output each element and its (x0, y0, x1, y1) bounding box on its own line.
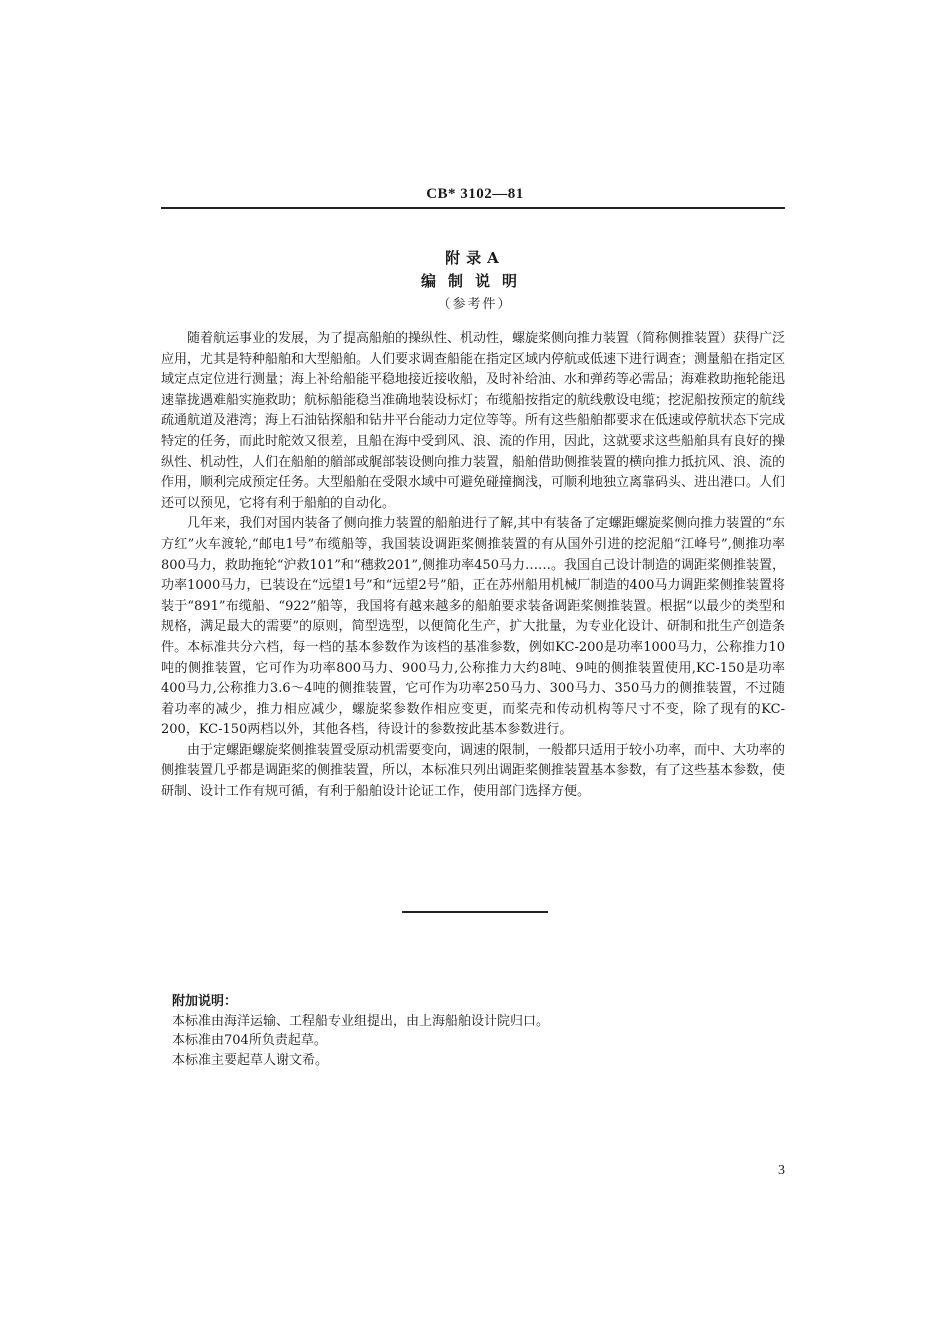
appendix-subtitle: （参考件） (437, 297, 513, 312)
paragraph: 由于定螺距螺旋桨侧推装置受原动机需要变向，调速的限制，一般都只适用于较小功率，而中、大功率的侧推装置几乎都是调距桨的侧推装置，所以，本标准只列出调距桨侧推装置基本参数，有了这些基本参数，使研制、设计工作有规可循，有利于船舶设计论证工作，使用部门选择方便。 (161, 742, 786, 800)
additional-notes (172, 992, 772, 1070)
page-number: 3 (778, 1163, 785, 1178)
appendix-label: 附录A (445, 249, 505, 267)
body-text (161, 329, 785, 803)
paragraph: 随着航运事业的发展，为了提高船舶的操纵性、机动性，螺旋桨侧向推力装置（简称侧推装置）获得广泛应用，尤其是特种船舶和大型船舶。人们要求调查船能在指定区域内停航或低速下进行调查；测量船在指定区域定点定位进行测量；海上补给船能平稳地接近接收船，及时补给油、水和弹药等必需品；海难救助拖轮能迅速靠拢遇难船实施救助；航标船能稳当准确地装设标灯；布缆船按指定的航线敷设电缆；挖泥船按预定的航线疏通航道及港湾；海上石油钻探船和钻井平台能动力定位等等。所有这些船舶都要求在低速或停航状态下完成特定的任务，而此时舵效又很差，且船在海中受到风、浪、流的作用，因此，这就要求这些船舶具有良好的操纵性、机动性，人们在船舶的艏部或艉部装设侧向推力装置，船舶借助侧推装置的横向推力抵抗风、浪、流的作用，顺利完成预定任务。大型船舶在受限水域中可避免碰撞搁浅，可顺利地独立离靠码头、进出港口。人们还可以预见，它将有利于船舶的自动化。 (161, 331, 786, 511)
notes-line: 本标准由海洋运输、工程船专业组提出，由上海船舶设计院归口。 (172, 1013, 550, 1029)
standard-code: CB* 3102—81 (426, 186, 524, 202)
end-divider (402, 911, 548, 913)
notes-title: 附加说明： (172, 994, 238, 1009)
notes-line: 本标准主要起草人谢文希。 (172, 1052, 329, 1068)
paragraph: 几年来，我们对国内装备了侧向推力装置的船舶进行了解,其中有装备了定螺距螺旋桨侧向推力装置的“东方红”火车渡轮,“邮电1号”布缆船等，我国装设调距桨侧推装置的有从国外引进的挖泥船“江峰号”,侧推功率800马力，救助拖轮“沪救101”和“穗救201”,侧推功率450马力……。我国自己设计制造的调距桨侧推装置，功率1000马力，已装设在“远望1号”和“远望2号”船，正在苏州船用机械厂制造的400马力调距桨侧推装置将装于“891”布缆船、“922”船等，我国将有越来越多的船舶要求装备调距桨侧推装置。根据“以最少的类型和规格，满足最大的需要”的原则，简型选型，以便简化生产，扩大批量，为专业化设计、研制和批生产创造条件。本标准共分六档，每一档的基本参数作为该档的基准参数，例如KC-200是功率1000马力，公称推力10吨的侧推装置，它可作为功率800马力、900马力,公称推力大约8吨、9吨的侧推装置使用,KC-150是功率400马力,公称推力3.6～4吨的侧推装置，它可作为功率250马力、300马力、350马力的侧推装置，不过随着功率的减少，推力相应减少，螺旋桨参数作相应变更，而桨壳和传动机构等尺寸不变，除了现有的KC-200，KC-150两档以外，其他各档，待设计的参数按此基本参数进行。 (161, 516, 785, 738)
appendix-title: 编制说明 (420, 272, 529, 290)
notes-line: 本标准由704所负责起草。 (172, 1033, 327, 1048)
header-divider (161, 207, 785, 209)
